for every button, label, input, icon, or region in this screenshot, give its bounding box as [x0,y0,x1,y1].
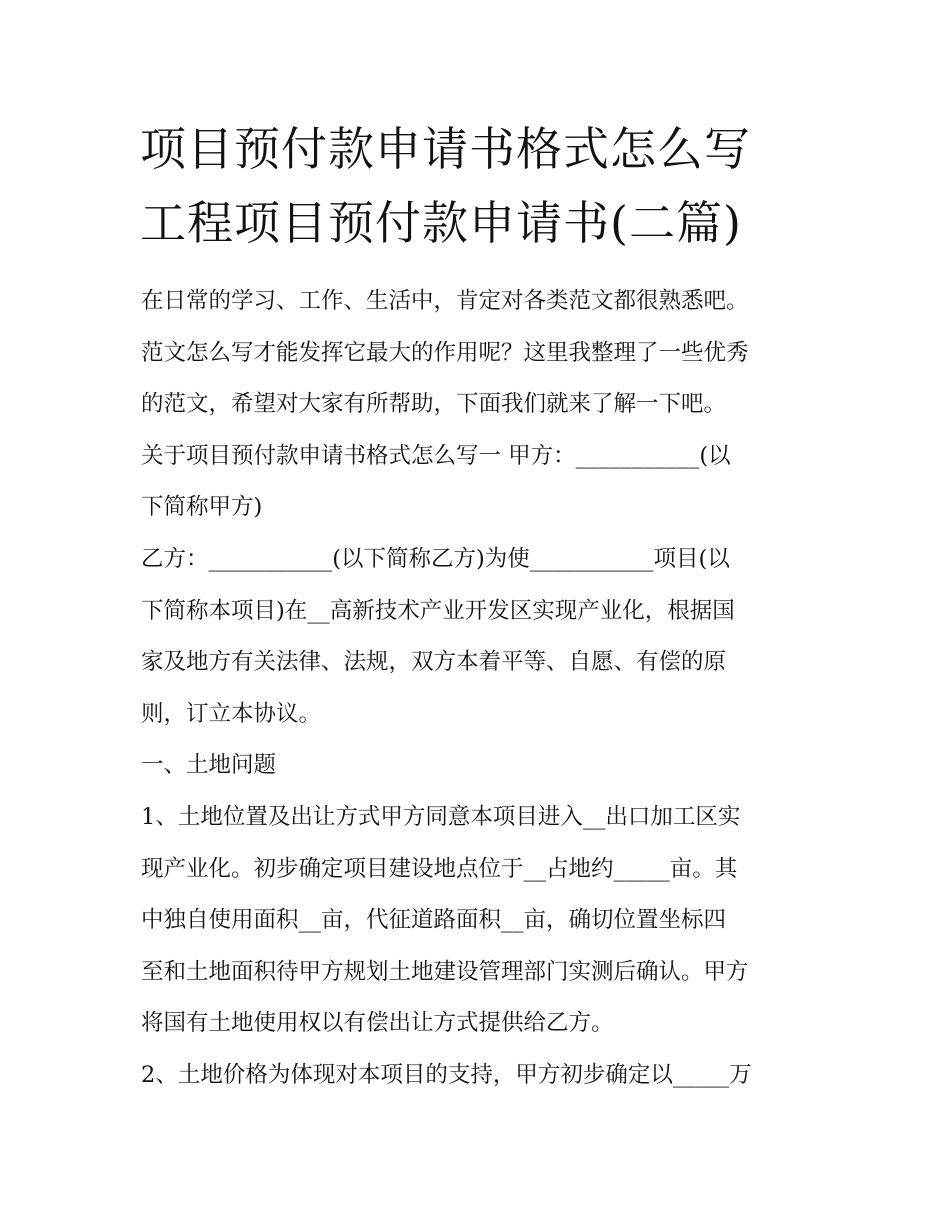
body-line: 中独自使用面积__亩，代征道路面积__亩，确切位置坐标四 [141,907,727,934]
body-line: 则，订立本协议。 [141,700,322,727]
body-line: 下简称甲方) [141,494,263,521]
body-line: 下简称本项目)在__高新技术产业开发区实现产业化，根据国 [141,597,735,624]
section-heading: 一、土地问题 [141,752,277,779]
body-line: 至和土地面积待甲方规划土地建设管理部门实测后确认。甲方 [141,958,749,985]
body-line: 关于项目预付款申请书格式怎么写一 甲方：___________(以 [141,442,731,469]
body-line: 乙方：___________(以下简称乙方)为使___________项目(以 [141,545,730,572]
body-line: 现产业化。初步确定项目建设地点位于__占地约_____亩。其 [141,855,738,882]
title-line: 项目预付款申请书格式怎么写 [140,122,751,176]
body-line: 1、土地位置及出让方式甲方同意本项目进入__出口加工区实 [141,803,741,830]
body-line: 将国有土地使用权以有偿出让方式提供给乙方。 [141,1010,614,1037]
document-title [140,112,820,260]
title-line: 工程项目预付款申请书(二篇) [140,196,742,250]
body-line: 在日常的学习、工作、生活中，肯定对各类范文都很熟悉吧。 [141,288,749,314]
document-body [141,276,821,1102]
body-line: 2、土地价格为体现对本项目的支持，甲方初步确定以_____万 [141,1061,752,1088]
body-line: 范文怎么写才能发挥它最大的作用呢？这里我整理了一些优秀 [141,339,749,366]
body-line: 家及地方有关法律、法规，双方本着平等、自愿、有偿的原 [141,649,727,676]
body-line: 的范文，希望对大家有所帮助，下面我们就来了解一下吧。 [141,391,727,418]
